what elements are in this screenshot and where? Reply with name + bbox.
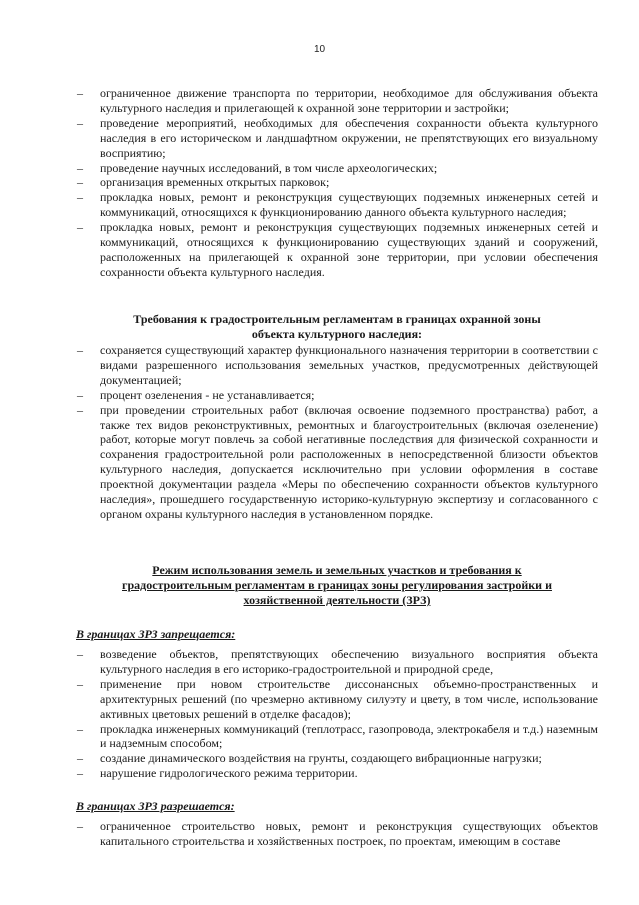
subheading-allowed: В границах ЗРЗ разрешается: <box>76 799 235 813</box>
subheading-forbidden: В границах ЗРЗ запрещается: <box>76 627 236 641</box>
list-item: – нарушение гидрологического режима территории. <box>76 766 598 781</box>
list-item: – возведение объектов, препятствующих обеспечению визуального восприятия объекта культурного наследия в его историко-градостроительной и природной среде, <box>76 647 598 677</box>
list-item: – прокладка новых, ремонт и реконструкция существующих подземных инженерных сетей и коммуникаций, относящихся к функционированию существующих зданий и сооружений, расположенных на прилегающей к охранной зоне территории, при условии обеспечения сохранности объекта культурного наследия. <box>76 220 598 280</box>
protected-zone-requirements-list <box>76 343 598 522</box>
list-item: – ограниченное строительство новых, ремонт и реконструкция существующих объектов капитального строительства и хозяйственных построек, по проектам, имеющим в составе <box>76 819 598 849</box>
list-item: – проведение мероприятий, необходимых для обеспечения сохранности объекта культурного наследия в его историческом и ландшафтном окружении, не препятствующих его визуальному восприятию; <box>76 116 598 161</box>
protected-zone-allowed-list <box>76 86 598 280</box>
list-item: – процент озеленения - не устанавливается; <box>76 388 598 403</box>
list-item: – создание динамического воздействия на грунты, создающего вибрационные нагрузки; <box>76 751 598 766</box>
list-item: – прокладка новых, ремонт и реконструкция существующих подземных инженерных сетей и коммуникаций, относящихся к функционированию данного объекта культурного наследия; <box>76 190 598 220</box>
list-item: – прокладка инженерных коммуникаций (теплотрасс, газопровода, электрокабеля и т.д.) наземным и надземным способом; <box>76 722 598 752</box>
list-item: – при проведении строительных работ (включая освоение подземного пространства) работ, а также тех видов реконструктивных, ремонтных и благоустроительных (включая озеленение) работ, которые могут повлечь за собой негативные последствия для физической сохранности и сохранения градостроительной роли расположенных в непосредственной близости объектов культурного наследия, допускается исключительно при условии оформления в составе проектной документации раздела «Меры по обеспечению сохранности объектов культурного наследия», прошедшего государственную историко-культурную экспертизу и согласованного с органом охраны культурного наследия в установленном порядке. <box>76 403 598 522</box>
section-heading-protected-zone: Требования к градостроительным регламентам в границах охранной зоны объекта культурного наследия: <box>133 312 541 341</box>
list-item: – организация временных открытых парковок; <box>76 175 598 190</box>
list-item: – проведение научных исследований, в том числе археологических; <box>76 161 598 176</box>
list-item: – сохраняется существующий характер функционального назначения территории в соответствии с видами разрешенного использования земельных участков, предусмотренных действующей документацией; <box>76 343 598 388</box>
section-heading-zrz: Режим использования земель и земельных участков и требования к градостроительным регламентам в границах зоны регулирования застройки и хозяйственной деятельности (ЗРЗ) <box>122 563 552 607</box>
zrz-allowed-list <box>76 819 598 849</box>
list-item: – применение при новом строительстве диссонансных объемно-пространственных и архитектурных решений (по чрезмерно активному силуэту и цвету, в том числе, использование активных цветовых решений в отделке фасадов); <box>76 677 598 722</box>
list-item: – ограниченное движение транспорта по территории, необходимое для обслуживания объекта культурного наследия и прилегающей к охранной зоне территории и застройки; <box>76 86 598 116</box>
zrz-forbidden-list <box>76 647 598 781</box>
page-number: 10 <box>313 44 326 55</box>
